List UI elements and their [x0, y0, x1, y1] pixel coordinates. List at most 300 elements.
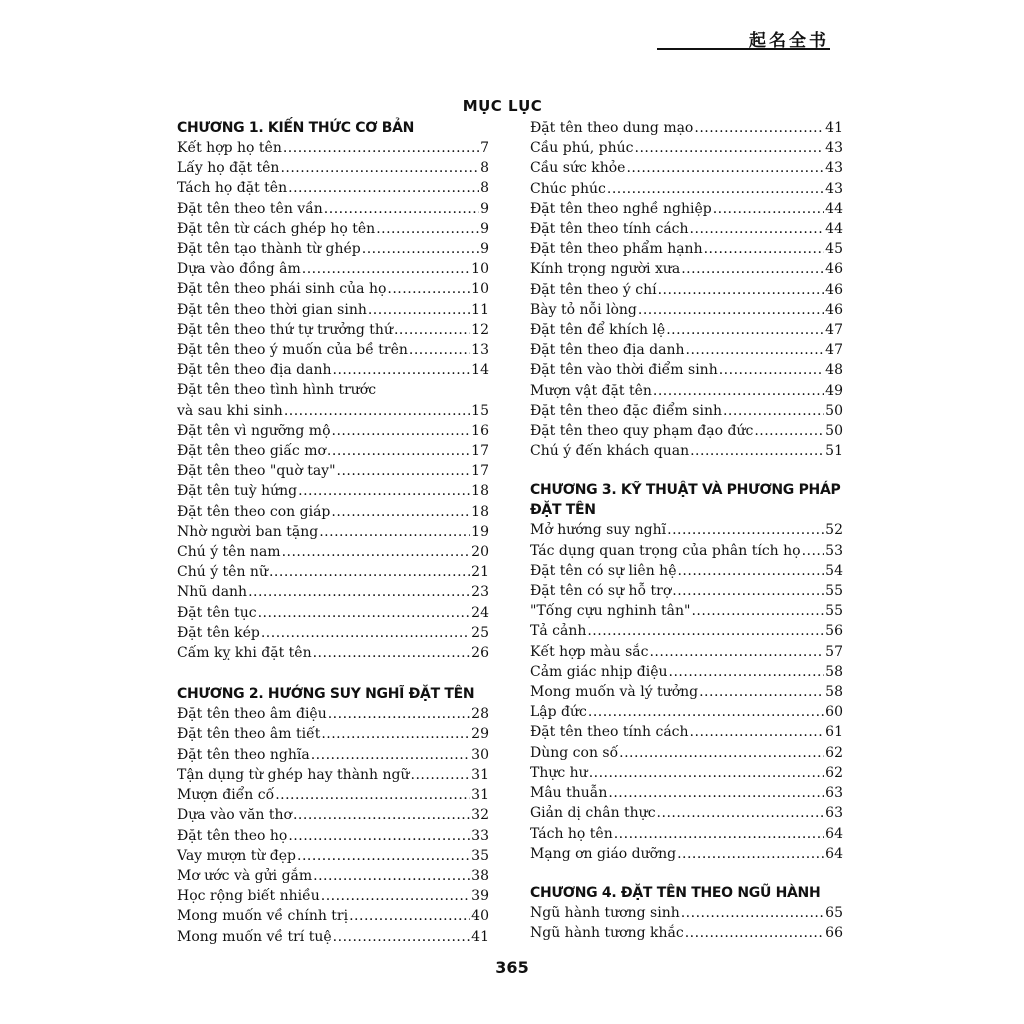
- toc-entry: [530, 601, 843, 621]
- toc-entry: [530, 682, 843, 702]
- toc-entry-page: 8: [480, 180, 489, 197]
- toc-entry-page: 18: [471, 483, 489, 500]
- dot-leader: [649, 642, 824, 662]
- toc-entry: [530, 743, 843, 763]
- toc-entry: [530, 280, 843, 300]
- toc-entry: [530, 621, 843, 641]
- toc-entry-page: 62: [825, 764, 843, 781]
- dot-leader: [313, 643, 471, 663]
- dot-leader: [719, 360, 824, 380]
- toc-entry-title: Lập đức: [530, 704, 587, 721]
- dot-leader: [349, 906, 470, 926]
- toc-entry-title: Đặt tên theo thời gian sinh: [177, 301, 367, 318]
- toc-entry: [177, 846, 489, 866]
- toc-entry-page: 29: [471, 726, 489, 743]
- toc-entry-title: Thực hư: [530, 764, 588, 781]
- toc-entry-title: Đặt tên theo quy phạm đạo đức: [530, 423, 754, 440]
- toc-entry-page: 10: [471, 281, 489, 298]
- toc-entry: [530, 320, 843, 340]
- toc-entry: [530, 722, 843, 742]
- toc-entry-page: 18: [471, 503, 489, 520]
- toc-entry: [177, 623, 489, 643]
- toc-entry-page: 49: [825, 382, 843, 399]
- toc-entry-title: Kính trọng người xưa: [530, 261, 681, 278]
- dot-leader: [321, 724, 470, 744]
- toc-entry: [177, 765, 489, 785]
- toc-entry-title: Chú ý đến khách quan: [530, 443, 690, 460]
- toc-entry-page: 31: [471, 787, 489, 804]
- toc-entry-title: Ngũ hành tương sinh: [530, 904, 680, 921]
- chapter-1-entries: [177, 138, 489, 663]
- toc-entry-title: Đặt tên theo phẩm hạnh: [530, 241, 703, 258]
- toc-entry: [177, 724, 489, 744]
- toc-entry-page: 55: [825, 603, 843, 620]
- toc-entry: [177, 380, 489, 400]
- toc-entry: [530, 783, 843, 803]
- dot-leader: [658, 280, 825, 300]
- toc-entry-page: 16: [471, 422, 489, 439]
- chapter-3-title-line2: ĐẶT TÊN: [530, 502, 596, 519]
- toc-entry-title: Nhờ người ban tặng: [177, 523, 319, 540]
- toc-entry-title: Đặt tên vì ngưỡng mộ: [177, 422, 331, 439]
- chapter-4-title: CHƯƠNG 4. ĐẶT TÊN THEO NGŨ HÀNH: [530, 884, 821, 901]
- toc-entry-title: Đặt tên vào thời điểm sinh: [530, 362, 718, 379]
- toc-entry: [177, 320, 489, 340]
- toc-entry-title: Đặt tên theo tính cách: [530, 221, 689, 238]
- toc-entry: [530, 702, 843, 722]
- toc-entry-title: Nhũ danh: [177, 584, 248, 601]
- dot-leader: [387, 279, 470, 299]
- toc-entry: [530, 239, 843, 259]
- dot-leader: [608, 783, 824, 803]
- toc-entry-title: Vay mượn từ đẹp: [177, 847, 297, 864]
- toc-entry: [177, 927, 489, 947]
- dot-leader: [638, 300, 824, 320]
- dot-leader: [327, 441, 470, 461]
- toc-entry-page: 46: [825, 281, 843, 298]
- toc-entry-page: 13: [471, 342, 489, 359]
- toc-entry: [530, 259, 843, 279]
- toc-entry-page: 43: [825, 160, 843, 177]
- toc-entry: [530, 923, 843, 943]
- toc-entry: [530, 158, 843, 178]
- dot-leader: [337, 461, 471, 481]
- toc-entry: [530, 300, 843, 320]
- toc-entry-page: 51: [825, 443, 843, 460]
- toc-entry: [530, 662, 843, 682]
- toc-entry-title: Cầu phú, phúc: [530, 140, 634, 157]
- toc-entry: [530, 219, 843, 239]
- dot-leader: [324, 199, 479, 219]
- toc-entry-title: Đặt tên theo địa danh: [530, 342, 685, 359]
- toc-entry-page: 21: [471, 564, 489, 581]
- toc-entry-title: Đặt tên tuỳ hứng: [177, 483, 298, 500]
- dot-leader: [690, 441, 824, 461]
- toc-entry: [530, 421, 843, 441]
- toc-entry-title: Cảm giác nhịp điệu: [530, 663, 668, 680]
- dot-leader: [319, 522, 470, 542]
- toc-entry-page: 60: [825, 704, 843, 721]
- toc-entry-page: 8: [480, 160, 489, 177]
- toc-entry-title: Đặt tên theo thứ tự trưởng thứ: [177, 321, 393, 338]
- toc-entry: [177, 199, 489, 219]
- toc-entry-title: Mong muốn và lý tưởng: [530, 684, 699, 701]
- toc-entry: [177, 542, 489, 562]
- dot-leader: [667, 520, 824, 540]
- toc-entry: [530, 903, 843, 923]
- toc-entry-page: 9: [480, 200, 489, 217]
- toc-entry-page: 30: [471, 746, 489, 763]
- toc-entry-page: 52: [825, 522, 843, 539]
- toc-entry: [177, 805, 489, 825]
- toc-entry-page: 44: [825, 221, 843, 238]
- dot-leader: [333, 927, 471, 947]
- toc-entry-page: 57: [825, 643, 843, 660]
- toc-entry: [177, 785, 489, 805]
- toc-entry-title: Chúc phúc: [530, 180, 606, 197]
- toc-entry-page: 56: [825, 623, 843, 640]
- toc-entry-page: 44: [825, 200, 843, 217]
- dot-leader: [261, 623, 470, 643]
- toc-entry-title: Đặt tên theo con giáp: [177, 503, 331, 520]
- toc-entry-page: 61: [825, 724, 843, 741]
- toc-entry-title: Đặt tên theo tên vần: [177, 200, 323, 217]
- dot-leader: [713, 199, 824, 219]
- toc-entry: [530, 360, 843, 380]
- dot-leader: [411, 765, 471, 785]
- chapter-2-entries-right: [530, 118, 843, 461]
- chapter-2-entries-left: [177, 704, 489, 946]
- toc-entry: [530, 441, 843, 461]
- toc-entry-title: Đặt tên theo âm điệu: [177, 706, 327, 723]
- toc-entry-title: Học rộng biết nhiều: [177, 888, 320, 905]
- toc-entry: [530, 381, 843, 401]
- toc-entry: [177, 178, 489, 198]
- toc-entry-page: 26: [471, 645, 489, 662]
- toc-entry: [530, 763, 843, 783]
- toc-entry-page: 45: [825, 241, 843, 258]
- toc-entry-page: 58: [825, 663, 843, 680]
- dot-leader: [666, 320, 824, 340]
- dot-leader: [723, 401, 824, 421]
- toc-entry-title: Đặt tên theo ý chí: [530, 281, 657, 298]
- toc-entry-page: 65: [825, 904, 843, 921]
- toc-entry-title: Chú ý tên nam: [177, 544, 281, 561]
- toc-entry: [177, 158, 489, 178]
- toc-entry-title: Ngũ hành tương khắc: [530, 925, 684, 942]
- toc-entry: [177, 219, 489, 239]
- toc-entry: [530, 561, 843, 581]
- toc-entry: [177, 522, 489, 542]
- dot-leader: [607, 179, 824, 199]
- toc-entry-page: 38: [471, 867, 489, 884]
- toc-entry-page: 35: [471, 847, 489, 864]
- toc-entry: [530, 824, 843, 844]
- dot-leader: [694, 118, 824, 138]
- dot-leader: [248, 582, 470, 602]
- chapter-4-entries: [530, 903, 843, 943]
- dot-leader: [589, 763, 824, 783]
- toc-entry-title: Đặt tên theo nghĩa: [177, 746, 310, 763]
- toc-entry-page: 48: [825, 362, 843, 379]
- dot-leader: [333, 360, 471, 380]
- toc-entry: [530, 520, 843, 540]
- toc-entry: [177, 441, 489, 461]
- dot-leader: [691, 601, 824, 621]
- toc-entry-title: Đặt tên theo phái sinh của họ: [177, 281, 387, 298]
- toc-entry-title: Bày tỏ nỗi lòng: [530, 301, 637, 318]
- dot-leader: [313, 866, 470, 886]
- toc-entry: [177, 826, 489, 846]
- toc-entry-page: 63: [825, 785, 843, 802]
- dot-leader: [376, 219, 479, 239]
- toc-entry-page: 64: [825, 825, 843, 842]
- chapter-1-title: CHƯƠNG 1. KIẾN THỨC CƠ BẢN: [177, 120, 415, 136]
- toc-entry-page: 50: [825, 402, 843, 419]
- toc-entry-title: Đặt tên theo dung mạo: [530, 120, 694, 136]
- dot-leader: [690, 219, 825, 239]
- toc-entry-title: Mạng ơn giáo dưỡng: [530, 845, 677, 862]
- toc-entry-page: 7: [480, 140, 489, 156]
- toc-entry-title: Đặt tên tục: [177, 604, 257, 621]
- chapter-3-title: CHƯƠNG 3. KỸ THUẬT VÀ PHƯƠNG PHÁP: [530, 482, 841, 499]
- toc-entry-title: và sau khi sinh: [177, 402, 283, 419]
- toc-entry-page: 41: [471, 928, 489, 945]
- toc-entry-title: Đặt tên theo "quờ tay": [177, 463, 336, 480]
- toc-entry-title: Mong muốn về trí tuệ: [177, 928, 332, 945]
- dot-leader: [331, 502, 470, 522]
- toc-entry-page: 58: [825, 684, 843, 701]
- toc-entry-page: 31: [471, 766, 489, 783]
- dot-leader: [288, 826, 470, 846]
- dot-leader: [588, 702, 824, 722]
- dot-leader: [311, 745, 470, 765]
- toc-entry: [530, 179, 843, 199]
- toc-entry: [177, 239, 489, 259]
- toc-entry-title: Đặt tên theo âm tiết: [177, 726, 321, 743]
- toc-entry-page: 66: [825, 925, 843, 942]
- toc-entry-title: Giản dị chân thực: [530, 805, 656, 822]
- toc-entry: [177, 643, 489, 663]
- dot-leader: [685, 923, 824, 943]
- toc-entry-title: Đặt tên từ cách ghép họ tên: [177, 220, 376, 237]
- dot-leader: [657, 803, 825, 823]
- toc-entry-page: 9: [480, 220, 489, 237]
- toc-entry-title: "Tống cựu nghinh tân": [530, 603, 691, 620]
- toc-entry-page: 46: [825, 301, 843, 318]
- toc-entry: [530, 138, 843, 158]
- toc-entry: [530, 340, 843, 360]
- toc-entry-page: 28: [471, 706, 489, 723]
- book-title: 起名全书: [749, 31, 829, 51]
- toc-entry-title: Mong muốn về chính trị: [177, 908, 349, 925]
- toc-entry-title: Cấm kỵ khi đặt tên: [177, 645, 312, 662]
- toc-entry-title: Tách họ tên: [530, 825, 613, 842]
- toc-entry-title: Chú ý tên nữ: [177, 564, 268, 581]
- toc-entry-page: 12: [471, 321, 489, 338]
- toc-entry-title: Đặt tên theo tính cách: [530, 724, 689, 741]
- toc-entry-page: 9: [480, 241, 489, 258]
- dot-leader: [328, 704, 470, 724]
- toc-entry-title: Mâu thuẫn: [530, 785, 608, 802]
- toc-entry-title: Tả cảnh: [530, 623, 587, 640]
- dot-leader: [258, 603, 471, 623]
- dot-leader: [681, 259, 824, 279]
- toc-entry-page: 53: [825, 542, 843, 559]
- toc-entry-page: 17: [471, 463, 489, 480]
- dot-leader: [269, 562, 470, 582]
- toc-entry-page: 43: [825, 140, 843, 157]
- toc-entry-page: 47: [825, 322, 843, 339]
- toc-entry-page: 63: [825, 805, 843, 822]
- toc-entry: [177, 603, 489, 623]
- toc-entry-title: Dựa vào văn thơ: [177, 807, 292, 824]
- toc-entry-page: 20: [471, 544, 489, 561]
- toc-entry-page: 10: [471, 261, 489, 278]
- dot-leader: [302, 259, 470, 279]
- dot-leader: [619, 743, 824, 763]
- dot-leader: [394, 320, 470, 340]
- toc-entry-title: Đặt tên để khích lệ: [530, 322, 666, 339]
- dot-leader: [275, 785, 470, 805]
- toc-entry: [177, 300, 489, 320]
- toc-entry-page: 32: [471, 807, 489, 824]
- toc-entry-page: 11: [471, 301, 489, 318]
- toc-entry: [177, 866, 489, 886]
- toc-entry: [177, 340, 489, 360]
- toc-entry-page: 41: [825, 120, 843, 136]
- dot-leader: [686, 340, 825, 360]
- toc-entry-title: Đặt tên theo ý muốn của bề trên: [177, 342, 408, 359]
- toc-entry: [177, 906, 489, 926]
- dot-leader: [653, 381, 824, 401]
- toc-entry: [530, 118, 843, 138]
- toc-entry-page: 62: [825, 744, 843, 761]
- toc-entry: [177, 582, 489, 602]
- dot-leader: [672, 581, 824, 601]
- toc-entry-title: Lấy họ đặt tên: [177, 160, 280, 177]
- dot-leader: [614, 824, 824, 844]
- toc-entry-title: Mượn vật đặt tên: [530, 382, 652, 399]
- toc-entry-page: 39: [471, 888, 489, 905]
- toc-entry-page: 15: [471, 402, 489, 419]
- toc-entry: [177, 502, 489, 522]
- dot-leader: [677, 844, 824, 864]
- toc-column-right: [530, 118, 843, 943]
- toc-entry-title: Đặt tên theo nghề nghiệp: [530, 200, 712, 217]
- dot-leader: [677, 561, 824, 581]
- toc-entry-title: Đặt tên có sự hỗ trợ: [530, 583, 672, 600]
- dot-leader: [280, 158, 479, 178]
- toc-entry-page: 64: [825, 845, 843, 862]
- toc-entry-title: Kết hợp họ tên: [177, 140, 282, 156]
- toc-entry-title: Cầu sức khỏe: [530, 160, 626, 177]
- toc-entry-title: Tận dụng từ ghép hay thành ngữ: [177, 766, 410, 783]
- toc-column-left: [177, 118, 489, 947]
- toc-entry: [530, 401, 843, 421]
- toc-entry-title: Dựa vào đồng âm: [177, 261, 301, 278]
- toc-entry-title: Đặt tên theo tình hình trước: [177, 382, 377, 399]
- toc-entry: [530, 803, 843, 823]
- chapter-3-entries: [530, 520, 843, 863]
- dot-leader: [293, 805, 470, 825]
- toc-entry: [530, 844, 843, 864]
- toc-entry-page: 24: [471, 604, 489, 621]
- dot-leader: [409, 340, 470, 360]
- toc-entry: [177, 704, 489, 724]
- toc-entry: [177, 259, 489, 279]
- dot-leader: [298, 481, 470, 501]
- dot-leader: [699, 682, 824, 702]
- header-rule: [657, 48, 830, 50]
- toc-entry-title: Mượn điển cố: [177, 787, 275, 804]
- toc-entry-title: Mơ ước và gửi gắm: [177, 867, 313, 884]
- dot-leader: [297, 846, 470, 866]
- dot-leader: [704, 239, 825, 259]
- toc-entry-page: 54: [825, 562, 843, 579]
- toc-entry-page: 23: [471, 584, 489, 601]
- toc-entry-title: Đặt tên kép: [177, 624, 260, 641]
- dot-leader: [321, 886, 470, 906]
- dot-leader: [288, 178, 479, 198]
- toc-entry-page: 25: [471, 624, 489, 641]
- toc-entry: [177, 138, 489, 158]
- page-number: 365: [495, 958, 529, 977]
- toc-entry-page: 14: [471, 362, 489, 379]
- toc-entry-page: 19: [471, 523, 489, 540]
- toc-entry: [177, 421, 489, 441]
- toc-entry-title: Đặt tên theo giấc mơ: [177, 443, 326, 460]
- dot-leader: [690, 722, 825, 742]
- toc-entry-page: 17: [471, 443, 489, 460]
- toc-entry: [177, 481, 489, 501]
- toc-entry: [530, 199, 843, 219]
- toc-entry-title: Đặt tên theo họ: [177, 827, 288, 844]
- toc-entry-page: 40: [471, 908, 489, 925]
- toc-entry-page: 55: [825, 583, 843, 600]
- toc-entry-title: Đặt tên có sự liên hệ: [530, 562, 677, 579]
- toc-entry-title: Tác dụng quan trọng của phân tích họ: [530, 542, 801, 559]
- toc-entry-title: Mở hướng suy nghĩ: [530, 522, 667, 539]
- toc-entry-title: Dùng con số: [530, 744, 619, 761]
- toc-entry-title: Đặt tên theo địa danh: [177, 362, 332, 379]
- toc-entry-page: 50: [825, 423, 843, 440]
- dot-leader: [802, 541, 825, 561]
- dot-leader: [284, 401, 470, 421]
- dot-leader: [283, 138, 479, 158]
- dot-leader: [754, 421, 824, 441]
- dot-leader: [282, 542, 471, 562]
- toc-entry-title: Kết hợp màu sắc: [530, 643, 649, 660]
- toc-entry: [177, 745, 489, 765]
- dot-leader: [669, 662, 825, 682]
- dot-leader: [332, 421, 471, 441]
- dot-leader: [626, 158, 824, 178]
- toc-entry: [177, 886, 489, 906]
- dot-leader: [368, 300, 470, 320]
- toc-entry: [530, 541, 843, 561]
- toc-entry: [530, 581, 843, 601]
- toc-entry: [177, 279, 489, 299]
- toc-entry: [177, 461, 489, 481]
- toc-entry: [530, 642, 843, 662]
- toc-entry-title: Đặt tên theo đặc điểm sinh: [530, 402, 722, 419]
- toc-entry-title: Đặt tên tạo thành từ ghép: [177, 241, 361, 258]
- toc-title: MỤC LỤC: [462, 97, 543, 115]
- toc-entry: [177, 360, 489, 380]
- toc-entry-page: 33: [471, 827, 489, 844]
- toc-entry-page: 47: [825, 342, 843, 359]
